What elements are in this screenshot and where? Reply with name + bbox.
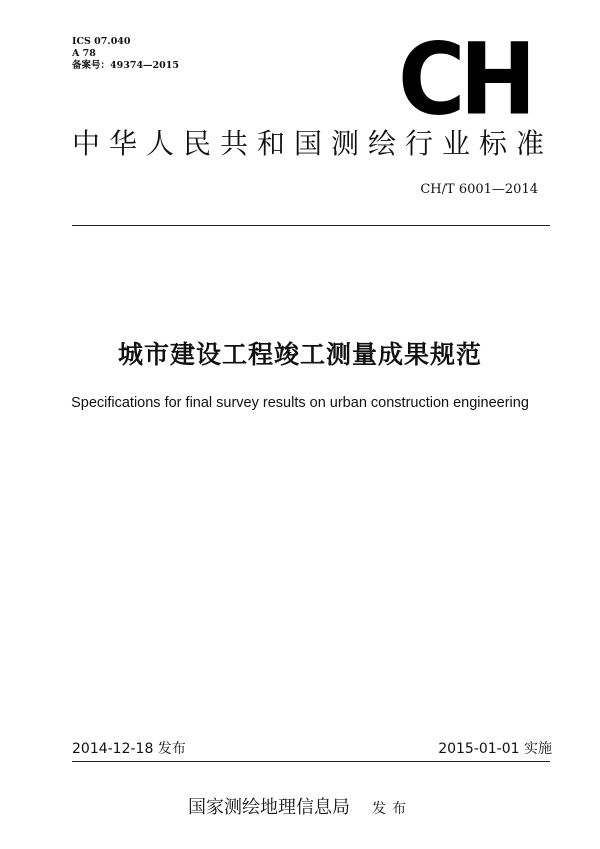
industry-standard-title: 中华人民共和国测绘行业标准 [72,127,554,160]
publisher-name: 国家测绘地理信息局 [188,797,350,818]
ch-logo: CH [398,21,531,138]
top-divider [72,225,550,226]
ics-code: ICS 07.040 [72,36,131,47]
implementation-date: 2015-01-01 实施 [438,741,552,757]
issue-date: 2014-12-18 发布 [72,741,186,757]
document-title-cn: 城市建设工程竣工测量成果规范 [117,340,482,369]
ccs-code: A 78 [72,48,96,59]
classification-block [72,36,179,72]
record-number: 备案号：49374—2015 [72,60,179,71]
bottom-divider [72,761,550,762]
standard-code: CH/T 6001—2014 [420,182,538,197]
document-title-en: Specifications for final survey results on urban construction engineering [71,395,529,411]
publish-label: 发布 [372,801,412,817]
publisher-line [0,793,600,819]
